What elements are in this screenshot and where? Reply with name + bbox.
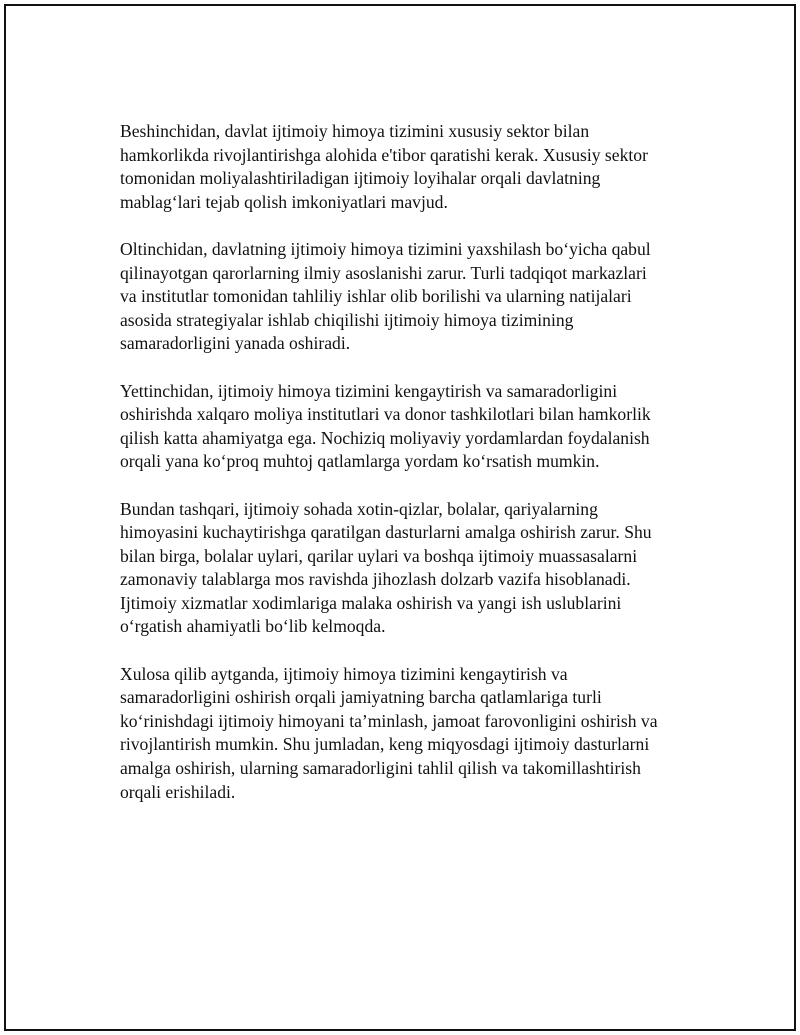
text-line: orqali erishiladi. — [120, 781, 236, 802]
text-line: mablag‘lari tejab qolish imkoniyatlari mavjud. — [120, 191, 448, 212]
text-line: hamkorlikda rivojlantirishga alohida e'tibor qaratishi kerak. Xususiy sektor — [120, 144, 648, 165]
paragraph-xulosa — [120, 663, 700, 805]
text-line: samaradorligini yanada oshiradi. — [120, 333, 351, 354]
text-line: asosida strategiyalar ishlab chiqilishi ijtimoiy himoya tizimining — [120, 309, 574, 330]
text-line: tomonidan moliyalashtiriladigan ijtimoiy loyihalar orqali davlatning — [120, 168, 601, 189]
paragraph-beshinchidan — [120, 120, 700, 214]
document-body — [120, 120, 700, 828]
paragraph-oltinchidan — [120, 238, 700, 356]
text-line: va institutlar tomonidan tahliliy ishlar olib borilishi va ularning natijalari — [120, 286, 632, 307]
text-line: orqali yana ko‘proq muhtoj qatlamlarga yordam ko‘rsatish mumkin. — [120, 451, 600, 472]
text-line: zamonaviy talablarga mos ravishda jihozlash dolzarb vazifa hisoblanadi. — [120, 569, 631, 590]
paragraph-bundan-tashqari — [120, 498, 700, 640]
text-line: himoyasini kuchaytirishga qaratilgan dasturlarni amalga oshirish zarur. Shu — [120, 522, 652, 543]
text-line: oshirishda xalqaro moliya institutlari va donor tashkilotlari bilan hamkorlik — [120, 404, 651, 425]
text-line: samaradorligini oshirish orqali jamiyatning barcha qatlamlariga turli — [120, 687, 602, 708]
document-page — [4, 4, 796, 1031]
text-line: Yettinchidan, ijtimoiy himoya tizimini kengaytirish va samaradorligini — [120, 380, 618, 401]
text-line: qilinayotgan qarorlarning ilmiy asoslanishi zarur. Turli tadqiqot markazlari — [120, 262, 647, 283]
text-line: amalga oshirish, ularning samaradorligini tahlil qilish va takomillashtirish — [120, 758, 641, 779]
text-line: Bundan tashqari, ijtimoiy sohada xotin-qizlar, bolalar, qariyalarning — [120, 498, 598, 519]
text-line: Xulosa qilib aytganda, ijtimoiy himoya tizimini kengaytirish va — [120, 663, 568, 684]
text-line: Oltinchidan, davlatning ijtimoiy himoya tizimini yaxshilash bo‘yicha qabul — [120, 238, 651, 259]
text-line: rivojlantirish mumkin. Shu jumladan, keng miqyosdagi ijtimoiy dasturlarni — [120, 734, 650, 755]
text-line: Beshinchidan, davlat ijtimoiy himoya tizimini xususiy sektor bilan — [120, 121, 590, 141]
text-line: ko‘rinishdagi ijtimoiy himoyani ta’minlash, jamoat farovonligini oshirish va — [120, 710, 658, 731]
text-line: o‘rgatish ahamiyatli bo‘lib kelmoqda. — [120, 616, 386, 637]
text-line: Ijtimoiy xizmatlar xodimlariga malaka oshirish va yangi ish uslublarini — [120, 592, 622, 613]
text-line: qilish katta ahamiyatga ega. Nochiziq moliyaviy yordamlardan foydalanish — [120, 427, 650, 448]
paragraph-yettinchidan — [120, 380, 700, 474]
text-line: bilan birga, bolalar uylari, qarilar uylari va boshqa ijtimoiy muassasalarni — [120, 545, 638, 566]
